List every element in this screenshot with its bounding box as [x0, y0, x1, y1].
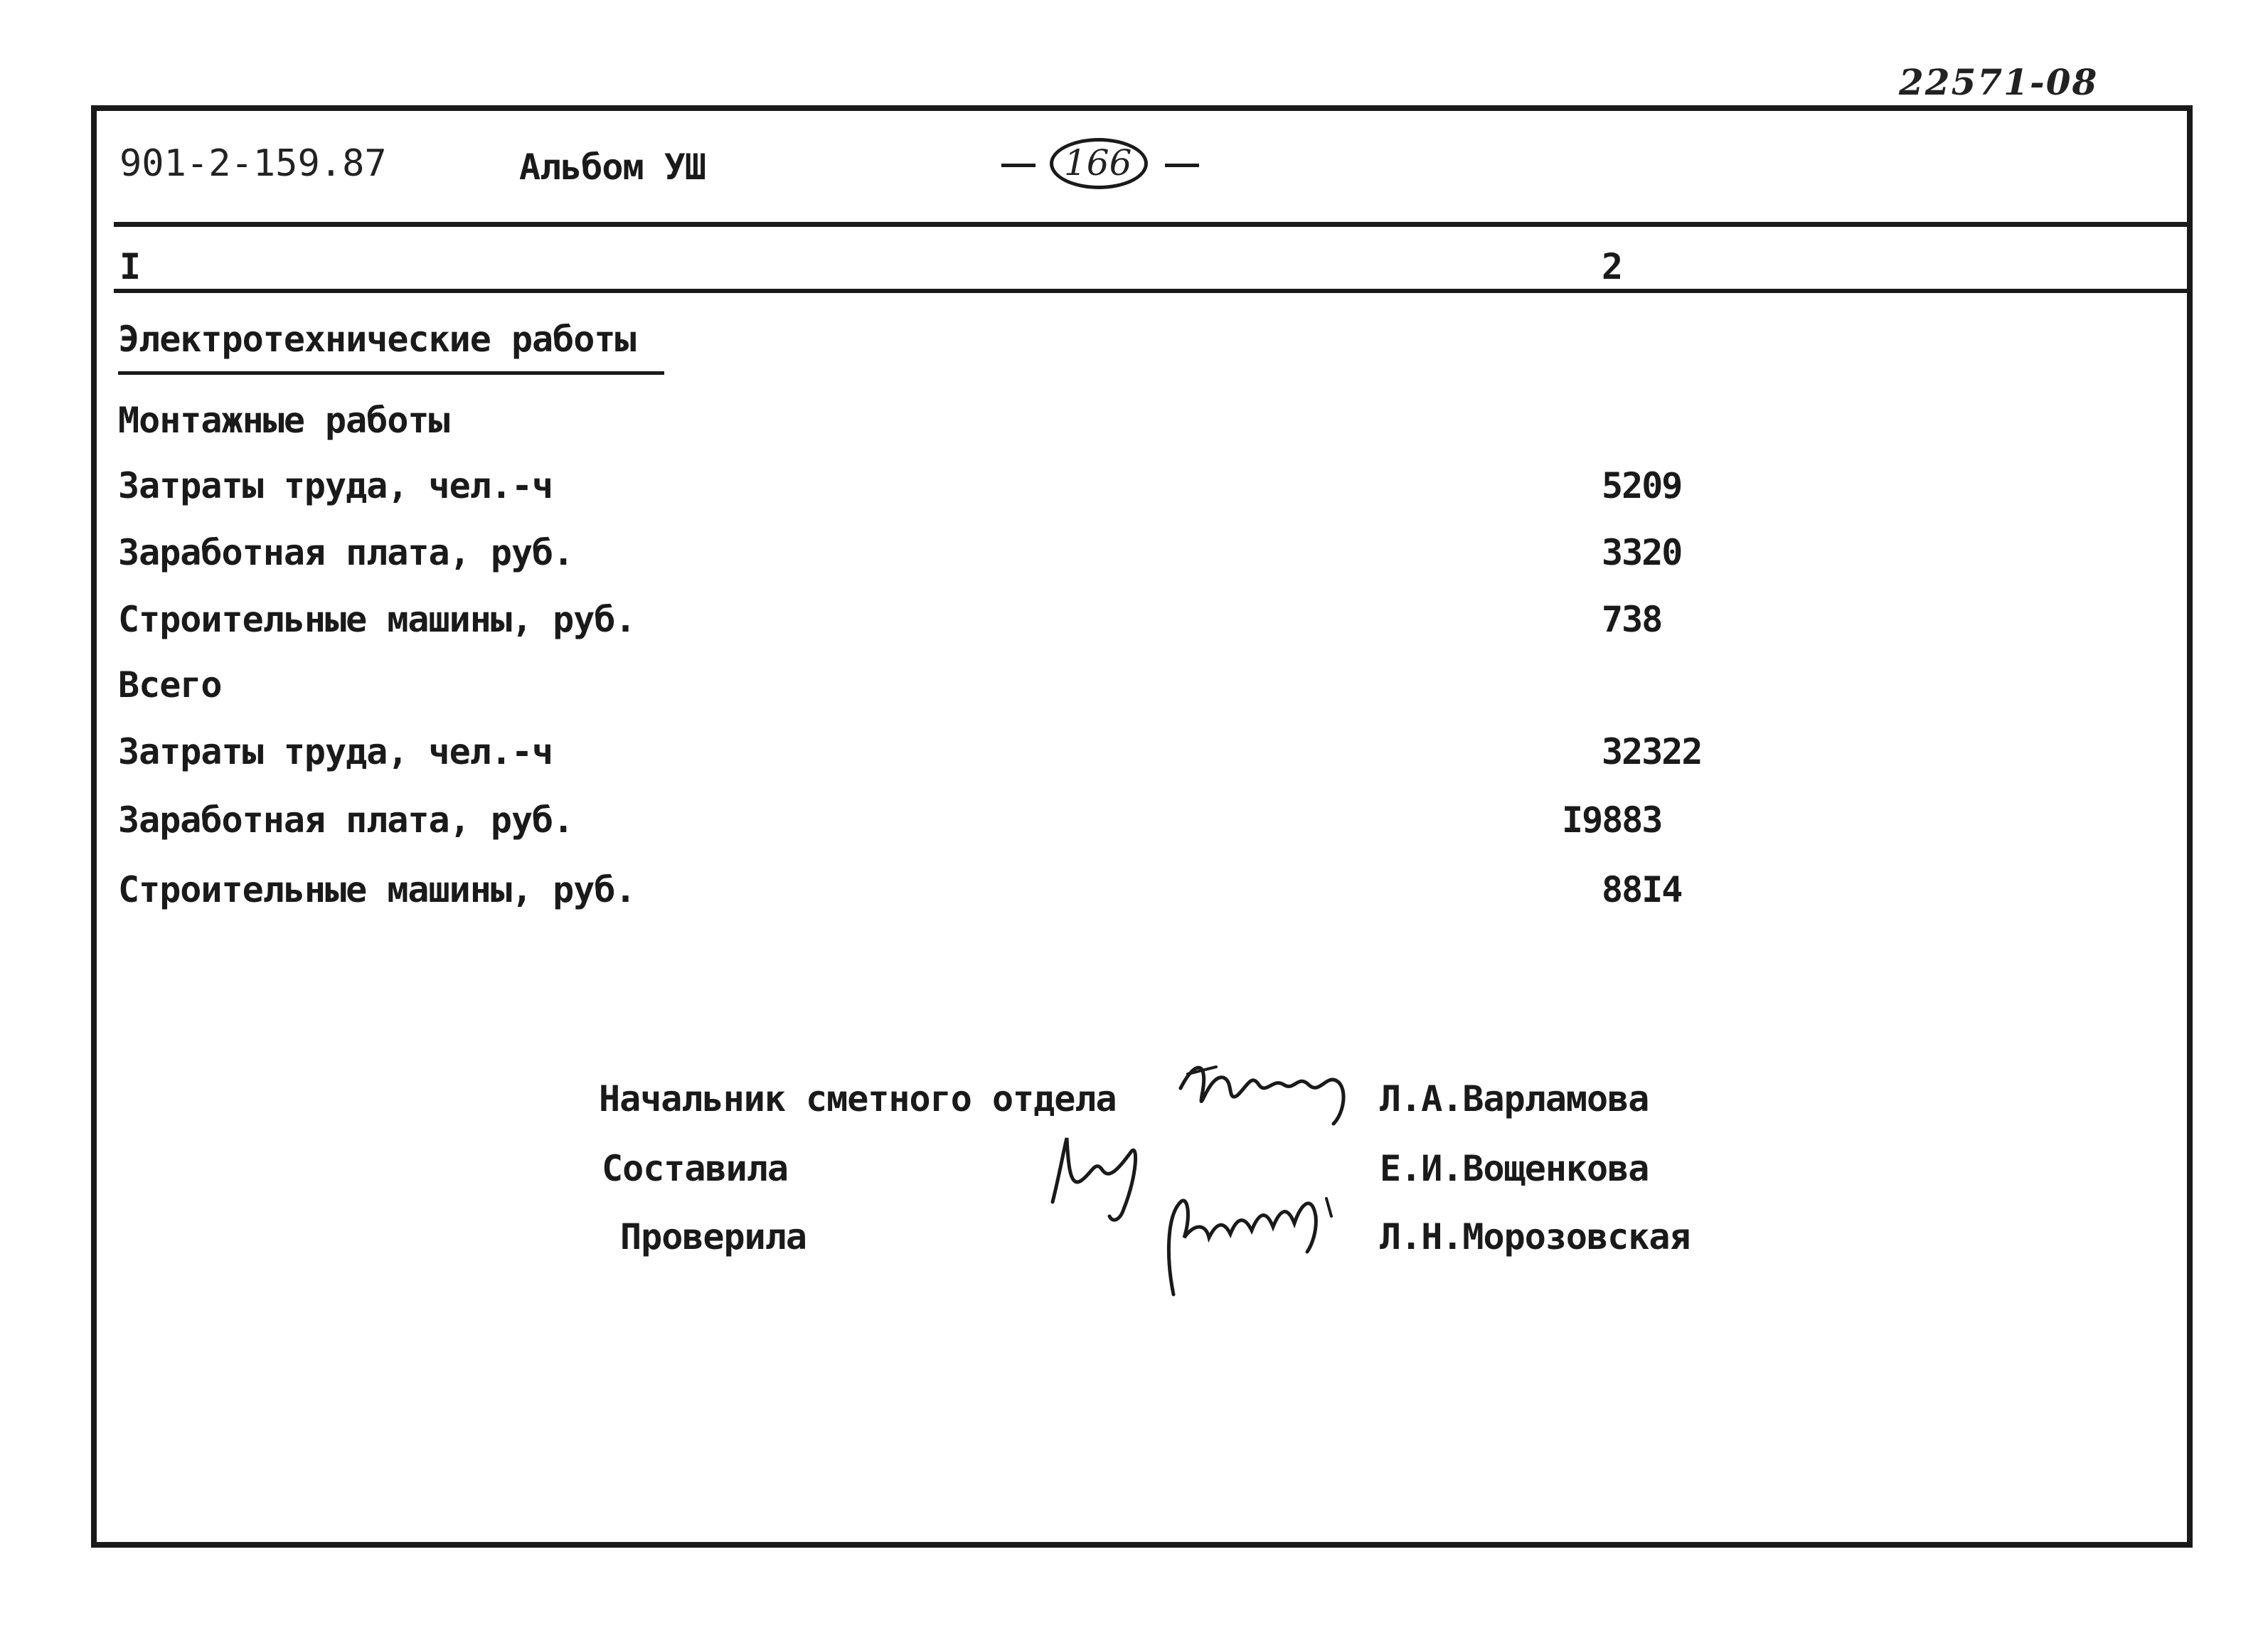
page-number: 166: [1064, 142, 1132, 184]
sheet-code: 22571-08: [1899, 61, 2099, 103]
row-label: Заработная плата, руб.: [118, 799, 574, 841]
header-rule-bottom: [114, 289, 2193, 293]
row-value: I9883: [1562, 799, 1662, 841]
signature-name: Л.Н.Морозовская: [1380, 1216, 1691, 1257]
column-header-1: I: [119, 246, 141, 287]
row-label: Заработная плата, руб.: [118, 532, 574, 573]
signature-scribble-1: [1166, 1046, 1365, 1138]
row-label: Затраты труда, чел.-ч: [118, 731, 553, 772]
row-label: Затраты труда, чел.-ч: [118, 465, 553, 506]
signature-role: Составила: [602, 1148, 788, 1189]
page-dash-right: [1165, 164, 1199, 167]
signature-scribble-3: [1145, 1174, 1373, 1309]
page-dash-left: [1001, 164, 1035, 167]
signature-name: Л.А.Варламова: [1380, 1078, 1649, 1120]
row-value: 88I4: [1602, 869, 1682, 910]
row-value: 32322: [1602, 731, 1702, 772]
signature-role: Проверила: [620, 1216, 806, 1257]
project-code: 901-2-159.87: [119, 142, 387, 185]
section-title: Электротехнические работы: [118, 319, 636, 360]
column-header-2: 2: [1602, 246, 1623, 287]
row-value: 3320: [1602, 532, 1682, 573]
signature-name: Е.И.Вощенкова: [1380, 1148, 1649, 1189]
row-label: Всего: [118, 664, 222, 706]
album-label: Альбом УШ: [519, 147, 706, 188]
row-value: 5209: [1602, 465, 1682, 506]
page-number-marker: [1001, 135, 1208, 192]
row-value: 738: [1602, 599, 1662, 640]
signature-role: Начальник сметного отдела: [599, 1078, 1117, 1120]
header-rule-top: [114, 222, 2193, 227]
row-label: Строительные машины, руб.: [118, 869, 636, 910]
signature-scribble-2: [1031, 1124, 1159, 1230]
section-title-underline: [118, 371, 664, 375]
row-label: Строительные машины, руб.: [118, 599, 636, 640]
row-label: Монтажные работы: [118, 400, 449, 441]
